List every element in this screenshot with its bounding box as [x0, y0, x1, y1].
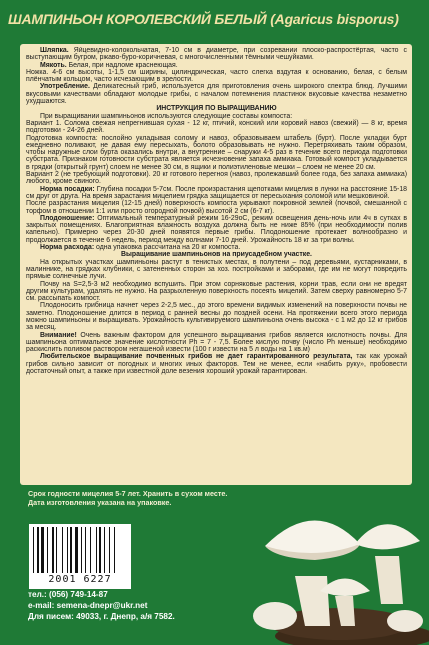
cap-text: Яйцевидно-колокольчатая, 7-10 см в диаметре, при созревании плоско-распростёртая, часто с выступающим бугром, ржаво-буро-коричневая, с многочисленными тёмными чешуйками.	[26, 47, 407, 62]
growing-instructions-heading: ИНСТРУКЦИЯ ПО ВЫРАЩИВАНИЮ	[156, 105, 277, 113]
barcode-bar	[90, 527, 91, 573]
fruiting-label: Плодоношение:	[40, 214, 95, 222]
barcode-bar	[37, 527, 39, 573]
fruiting-paragraph	[26, 215, 407, 244]
phone-text: тел.: (056) 749-14-87	[28, 590, 108, 599]
barcode-bar	[64, 527, 66, 573]
disclaimer-text: так как урожай грибов сильно зависит от погодных и многих иных факторов. Тем не менее, если «набить руку», пробовести достаточный опыт, а также при известной доле везения хороший урожай гарантирован.	[26, 353, 407, 376]
barcode-bar	[41, 527, 44, 573]
attention-text: Очень важным фактором для успешного выращивания грибов является кислотность почвы. Для шампиньона оптимальное значение кислотности Ph = 7 - 7,5. Более кислую почву (число Ph меньше) необходимо раскислить поливом раствором негашеной извести (100 г извести на 5 л воды на 1 кв.м)	[26, 331, 407, 354]
barcode-bar	[58, 527, 61, 573]
barcode-bar	[99, 527, 101, 573]
cap-label: Шляпка.	[40, 47, 69, 54]
compost-variant-1: Вариант 1. Солома свежая непрегнившая сухая - 12 кг, птичий, конский или коровий навоз (свежий) — 8 кг, время подготовки - 24-26 дней.	[26, 119, 407, 135]
planting-rate-text: Глубина посадки 5-7см. После произрастания щепотками мицелия в лунки на расстояние 15-18 см друг от друга. На время зарастания мицелием грядка защищается от пересыхания соломой или мешковиной.	[26, 185, 407, 200]
barcode-bar	[116, 527, 118, 573]
production-date-text: Дата изготовления указана на упаковке.	[28, 498, 172, 507]
garden-location-paragraph: На открытых участках шампиньоны растут в тенистых местах, в полутени – под деревьями, кустарниками, в малиннике, на грядках клубники, с затененных сторон за хоз. постройками и заборами, где им не могут повредить прямые солнечные лучи.	[26, 258, 407, 281]
usage-paragraph	[26, 83, 407, 105]
barcode	[29, 524, 131, 589]
planting-rate-label: Норма посадки:	[40, 185, 95, 193]
cap-paragraph	[26, 47, 407, 62]
barcode-bar	[104, 527, 105, 573]
barcode-bar	[79, 527, 80, 573]
barcode-bar	[81, 527, 82, 573]
disclaimer-label: Любительское выращивание почвенных грибов не дает гарантированного результата,	[40, 353, 353, 361]
barcode-bar	[56, 527, 57, 573]
page-title: ШАМПИНЬОН КОРОЛЕВСКИЙ БЕЛЫЙ (Agaricus bisporus)	[8, 11, 399, 27]
mushrooms-photo	[235, 486, 429, 645]
flesh-text: Белая, при надломе краснеющая.	[68, 61, 178, 69]
barcode-bars	[33, 527, 127, 573]
instruction-text	[26, 47, 407, 483]
barcode-bar	[55, 527, 56, 573]
barcode-bar	[98, 527, 99, 573]
compost-intro: При выращивании шампиньонов используются следующие составы компоста:	[40, 112, 293, 120]
flesh-paragraph	[26, 62, 407, 69]
barcode-bar	[109, 527, 110, 573]
consumption-text: одна упаковка рассчитана на 20 кг компоста.	[96, 244, 241, 252]
barcode-bar	[106, 527, 108, 573]
flesh-label: Мякоть.	[40, 61, 67, 69]
attention-label: Внимание!	[40, 331, 77, 339]
barcode-bar	[47, 527, 48, 573]
barcode-bar	[96, 527, 97, 573]
fruiting-period-paragraph: Плодоносить грибница начнет через 2-2,5 мес., до этого времени видимых изменений на поверхности почвы не заметно. Плодоношение длится в период с ранней весны до поздней осени. На протяжении всего этого периода можно шампиньоны и выращивать. Урожайность культивируемого шампиньона очень высока - с 1 м2 до 12 кг грибов за месяц.	[26, 302, 407, 332]
attention-paragraph	[26, 332, 407, 354]
barcode-bar	[114, 527, 115, 573]
barcode-bar	[73, 527, 74, 573]
compost-preparation: Подготовка компоста: послойно укладывая солому и навоз, образовываем штабель (бурт). После укладки бурт ежедневно поливают, не давая ему пересыхать, болото образовывать не нужно. Перетряхивать таким образом, чтобы наружные слои бурта оказались внутри, а внутренние – снаружи 4-5 раз в течение всего периода подготовки субстрата. Признаком готовности субстрата является исчезновение запаха аммиака. Готовый компост укладывается в грядки (открытый грунт) слоем не менее 30 см, в ящики и полиэтиленовые мешки – слоем не менее 20 см.	[26, 134, 407, 171]
barcode-bar	[33, 527, 34, 573]
barcode-bar	[87, 527, 89, 573]
address-text: Для писем: 49033, г. Днепр, а/я 7582.	[28, 612, 175, 621]
email-text: e-mail: semena-dnepr@ukr.net	[28, 601, 148, 610]
compost-variant-2: Вариант 2 (не требующий подготовки). 20 кг готового перегноя (навоз, пролежавший более года, без запаха аммиака) любого, кроме свиного.	[26, 171, 407, 186]
barcode-bar	[83, 527, 84, 573]
barcode-bar	[45, 527, 46, 573]
barcode-bar	[69, 527, 70, 573]
soil-preparation-paragraph: Почву на S=2,5-3 м2 необходимо вспушить. При этом сорняковые растения, корни трав, если они не вредят другим культурам, удалять не нужно. На разрыхленную поверхность посеять мицелий. Затем сверху равномерно 5-7 см. рассыпать компост.	[26, 280, 407, 303]
barcode-bar	[92, 527, 95, 573]
usage-text: Деликатесный гриб, используется для приготовления очень широкого спектра блюд. Лучшими вкусовыми качествами обладают молодые грибы, с началом потемнения пластинок вкусовые качества незаметно ухудшаются.	[26, 83, 407, 106]
barcode-bar	[52, 527, 54, 573]
fruiting-text: Оптимальный температурный режим 16-29оС, режим освещения день-ночь или 4ч в сутках в закрытых помещениях. Благоприятная влажность воздуха должна быть не ниже 85% (при необходимости полив капельно). Примерно через 20-30 дней появятся первые грибы. Плодоношение протекает волнообразно и продолжается в течение 6 недель, период между волнами 7-10 дней. Урожайность 18 кг за три волны.	[26, 214, 407, 244]
barcode-bar	[40, 527, 41, 573]
stem-paragraph: Ножка. 4-6 см высоты, 1-1,5 см ширины, цилиндрическая, часто слегка вздутая к основанию, белая, с белым плёнчатым кольцом, часто исчезающим в зрелости.	[26, 68, 407, 84]
barcode-bar	[75, 527, 78, 573]
barcode-bar	[49, 527, 51, 573]
barcode-number: 2001 6227	[48, 574, 112, 585]
planting-rate-paragraph	[26, 186, 407, 201]
usage-label: Употребление.	[40, 83, 90, 91]
casing-paragraph: После разрастания мицелия (12-15 дней) поверхность компоста укрывают покровной землей (почвой, смешанной с торфом в отношении 1:1 или просто огородной почвой) высотой 2 см (6-7 кг).	[26, 200, 407, 215]
consumption-label: Норма расхода:	[40, 244, 95, 252]
barcode-bar	[70, 527, 72, 573]
disclaimer-paragraph	[26, 353, 407, 375]
barcode-bar	[85, 527, 87, 573]
barcode-bar	[102, 527, 103, 573]
barcode-bar	[111, 527, 114, 573]
barcode-bar	[62, 527, 63, 573]
shelf-life-text: Срок годности мицелия 5-7 лет. Хранить в сухом месте.	[28, 489, 228, 498]
barcode-bar	[67, 527, 68, 573]
garden-growing-heading: Выращивание шампиньонов на приусадебном участке.	[121, 251, 312, 259]
barcode-bar	[35, 527, 36, 573]
